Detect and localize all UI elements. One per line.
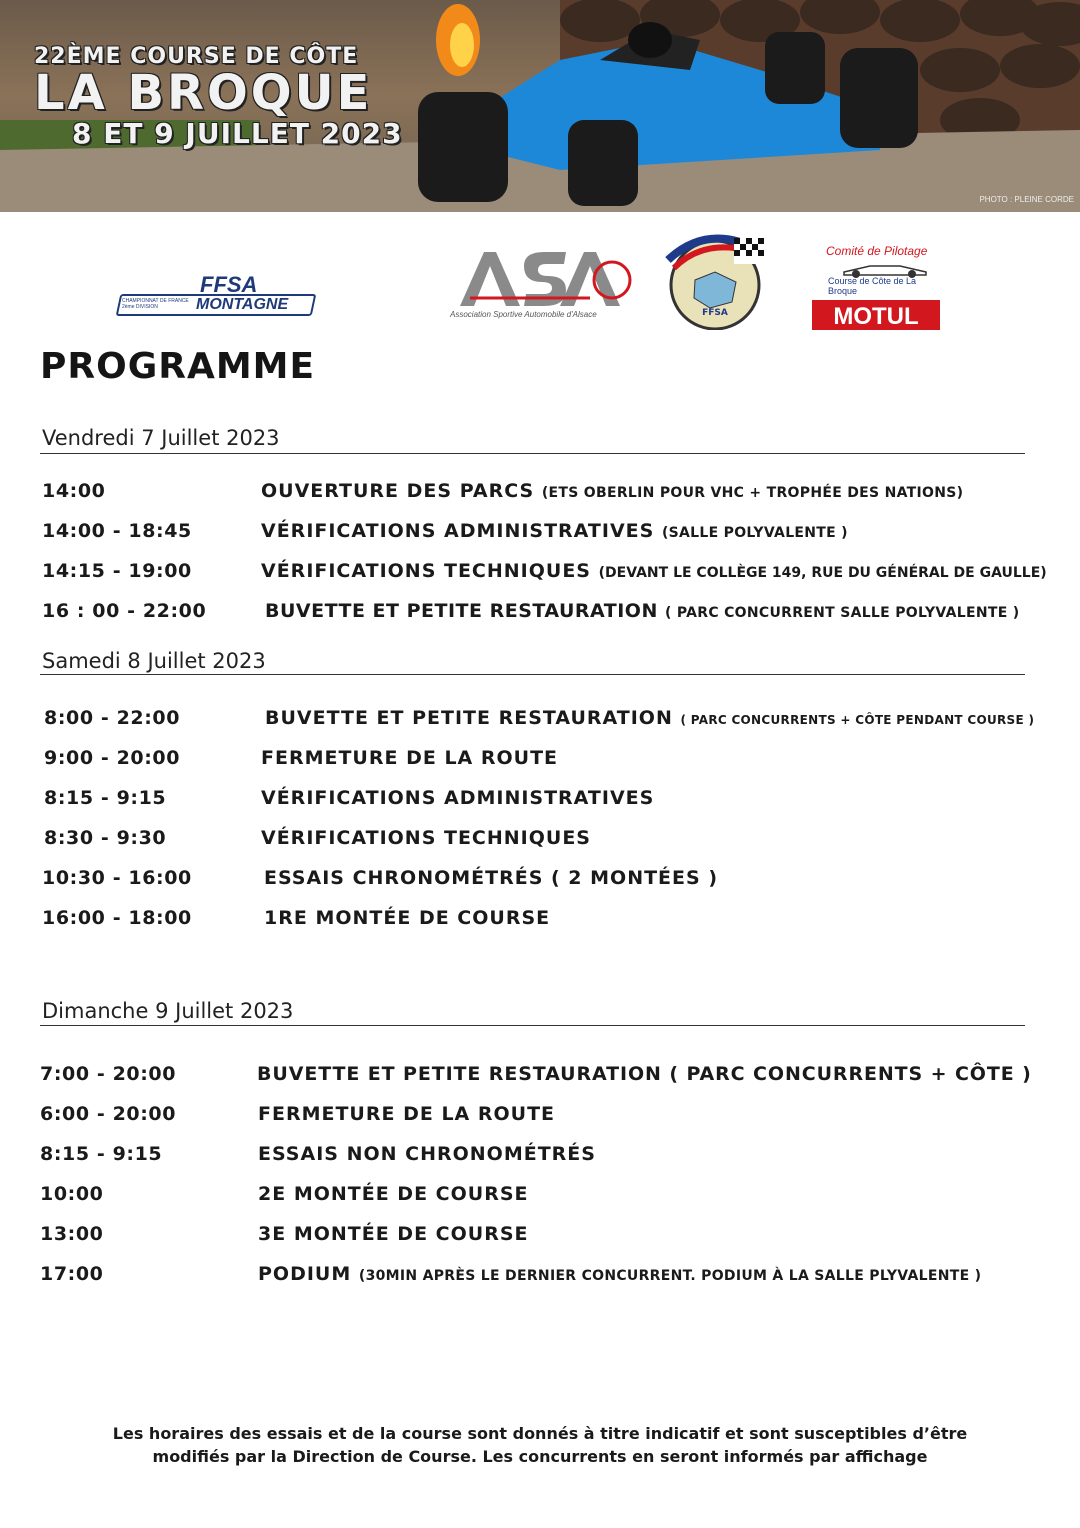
comite-logo-title: Comité de Pilotage (826, 244, 928, 258)
schedule-row (0, 560, 1080, 600)
schedule-row (0, 480, 1080, 520)
hero-dates: 8 ET 9 JUILLET 2023 (72, 117, 403, 150)
event-activity (258, 1183, 529, 1205)
comite-pilotage-logo (810, 240, 940, 332)
schedule-row (0, 1143, 1080, 1183)
event-note: ( PARC CONCURRENTS + CÔTE PENDANT COURSE ) (680, 713, 1035, 727)
schedule-row (0, 907, 1080, 947)
event-activity (261, 747, 558, 769)
event-activity (261, 560, 1047, 582)
event-title: 1RE MONTÉE DE COURSE (264, 907, 551, 929)
event-title: OUVERTURE DES PARCS (261, 480, 535, 502)
disclaimer-line: Les horaires des essais et de la course sont donnés à titre indicatif et sont susceptibles d’être (112, 1424, 968, 1443)
schedule-row (0, 600, 1080, 640)
event-time: 8:15 - 9:15 (40, 1143, 163, 1165)
event-activity (261, 480, 963, 502)
hero-edition: 22ÈME COURSE DE CÔTE (34, 44, 359, 69)
hero-banner (0, 0, 1080, 212)
hero-location: LA BROQUE (34, 65, 373, 121)
event-title: VÉRIFICATIONS ADMINISTRATIVES (261, 787, 655, 809)
photo-credit: PHOTO : PLEINE CORDE (979, 195, 1074, 204)
event-time: 14:00 - 18:45 (42, 520, 192, 542)
day-divider (40, 453, 1025, 454)
event-time: 14:15 - 19:00 (42, 560, 192, 582)
event-activity (258, 1143, 596, 1165)
event-activity (261, 787, 654, 809)
schedule-row (0, 1103, 1080, 1143)
event-activity (258, 1103, 555, 1125)
schedule-row (0, 787, 1080, 827)
day-header: Dimanche 9 Juillet 2023 (42, 999, 294, 1023)
schedule-row (0, 707, 1080, 747)
asa-logo-subtitle: Association Sportive Automobile d'Alsace (450, 310, 597, 319)
event-note: (ETS OBERLIN POUR VHC + TROPHÉE DES NATIONS) (541, 485, 964, 501)
event-title: 2E MONTÉE DE COURSE (258, 1183, 529, 1205)
schedule-row (0, 827, 1080, 867)
event-title: ESSAIS NON CHRONOMÉTRÉS (258, 1143, 596, 1165)
event-time: 16 : 00 - 22:00 (42, 600, 207, 622)
event-time: 13:00 (40, 1223, 104, 1245)
event-title: VÉRIFICATIONS ADMINISTRATIVES (261, 520, 655, 542)
event-activity (265, 600, 1019, 622)
asa-alsace-logo (440, 246, 640, 326)
event-title: FERMETURE DE LA ROUTE (261, 747, 559, 769)
event-note: ( PARC CONCURRENT SALLE POLYVALENTE ) (664, 605, 1020, 621)
event-title: BUVETTE ET PETITE RESTAURATION (265, 600, 658, 622)
ffsa-logo-word: FFSA (200, 272, 258, 297)
event-note: (DEVANT LE COLLÈGE 149, RUE DU GÉNÉRAL DE GAULLE) (598, 565, 1047, 581)
event-time: 9:00 - 20:00 (44, 747, 181, 769)
asa-logo-emblem (440, 246, 640, 310)
event-activity (264, 867, 718, 889)
disclaimer-note (100, 1422, 980, 1468)
event-activity (257, 1063, 1032, 1085)
schedule-row (0, 867, 1080, 907)
ligue-grand-est-logo (660, 230, 770, 330)
ffsa-logo-montagne: MONTAGNE (196, 296, 289, 313)
event-time: 6:00 - 20:00 (40, 1103, 177, 1125)
event-time: 16:00 - 18:00 (42, 907, 192, 929)
day-divider (40, 674, 1025, 675)
ligue-grand-est-emblem (660, 230, 770, 330)
day-header: Samedi 8 Juillet 2023 (42, 649, 266, 673)
event-activity (265, 707, 1034, 729)
ffsa-logo-subtitle: CHAMPIONNAT DE FRANCE 2ème DIVISION (122, 298, 189, 310)
event-activity (258, 1223, 529, 1245)
event-activity (261, 827, 591, 849)
event-title: ESSAIS CHRONOMÉTRÉS ( 2 MONTÉES ) (264, 867, 718, 889)
schedule-row (0, 520, 1080, 560)
event-time: 8:00 - 22:00 (44, 707, 181, 729)
event-title: 3E MONTÉE DE COURSE (258, 1223, 529, 1245)
event-title: VÉRIFICATIONS TECHNIQUES (261, 827, 591, 849)
event-time: 17:00 (40, 1263, 104, 1285)
schedule-row (0, 747, 1080, 787)
event-title (34, 44, 403, 150)
event-title: BUVETTE ET PETITE RESTAURATION (265, 707, 673, 729)
ffsa-montagne-logo (118, 272, 314, 318)
disclaimer-line: modifiés par la Direction de Course. Les concurrents en seront informés par affichage (152, 1447, 928, 1466)
event-note: (SALLE POLYVALENTE ) (661, 525, 848, 541)
event-title: VÉRIFICATIONS TECHNIQUES (261, 560, 591, 582)
event-title: BUVETTE ET PETITE RESTAURATION ( PARC CONCURRENTS + CÔTE ) (257, 1063, 1032, 1085)
event-time: 7:00 - 20:00 (40, 1063, 177, 1085)
comite-logo-subtitle: Course de Côte de La Broque (828, 276, 917, 296)
day-divider (40, 1025, 1025, 1026)
event-time: 8:30 - 9:30 (44, 827, 167, 849)
event-activity (261, 520, 848, 542)
event-activity (258, 1263, 981, 1285)
event-note: (30MIN APRÈS LE DERNIER CONCURRENT. PODIUM À LA SALLE PLYVALENTE ) (358, 1268, 982, 1284)
ligue-logo-badge: FFSA (702, 308, 728, 318)
event-time: 8:15 - 9:15 (44, 787, 167, 809)
event-time: 10:00 (40, 1183, 104, 1205)
schedule-row (0, 1183, 1080, 1223)
event-title: PODIUM (258, 1263, 352, 1285)
event-activity (264, 907, 550, 929)
schedule-row (0, 1063, 1080, 1103)
schedule-row (0, 1223, 1080, 1263)
motul-logo: MOTUL (812, 300, 940, 330)
schedule-row (0, 1263, 1080, 1303)
day-header: Vendredi 7 Juillet 2023 (42, 426, 280, 450)
programme-title: PROGRAMME (40, 346, 316, 387)
event-title: FERMETURE DE LA ROUTE (258, 1103, 556, 1125)
event-time: 10:30 - 16:00 (42, 867, 192, 889)
event-time: 14:00 (42, 480, 106, 502)
